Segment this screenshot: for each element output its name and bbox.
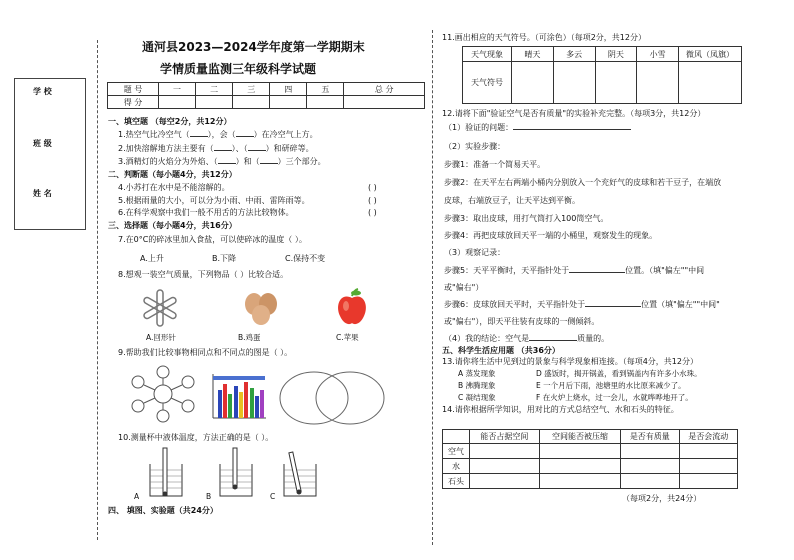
- compare-col-header: [443, 430, 470, 444]
- q12-step-5-text: 步骤5：天平平衡时，天平指针处于: [444, 266, 570, 275]
- question-13: 13.请你将生活中见到过的景象与科学现象相连接。（每项4分，共12分）: [442, 357, 698, 366]
- weather-symbol-cell[interactable]: [512, 62, 554, 104]
- compare-cell[interactable]: [470, 444, 540, 459]
- q12-step-2b: 皮球，右端放豆子，让天平达到平衡。: [444, 196, 580, 205]
- score-col-header: 三: [233, 83, 270, 96]
- q12-part-3: （3）观察记录：: [444, 248, 506, 257]
- q7-option-a[interactable]: A.上升: [140, 254, 164, 263]
- score-col-header: 题 号: [108, 83, 159, 96]
- venn-diagram: [278, 370, 388, 426]
- q12-step-2a: 步骤2：在天平左右两端小桶内分别放入一个充好气的皮球和若干豆子，在端放: [444, 178, 722, 187]
- weather-col-header: 阴天: [595, 47, 637, 62]
- question-2: [118, 144, 314, 154]
- eggs-image: [240, 290, 282, 326]
- q2-text-a: 2.加快溶解地方法主要有（: [118, 144, 214, 153]
- beaker-diagram-a: [148, 446, 184, 498]
- q12-step-5c: 或"偏右"）: [444, 283, 484, 292]
- class-label: 班 级: [33, 139, 52, 148]
- paperclip-image: [140, 288, 180, 328]
- q1-text-a: 1.热空气比冷空气（: [118, 130, 190, 139]
- q3-text-b: ）和（: [235, 157, 260, 166]
- section-2-heading: 二、判断题（每小题4分，共12分）: [108, 170, 237, 179]
- school-field[interactable]: [15, 107, 85, 127]
- q12-part-2: （2）实验步骤：: [444, 142, 506, 151]
- q13-left-c[interactable]: C 凝结现象: [458, 393, 496, 402]
- compare-cell[interactable]: [621, 459, 679, 474]
- score-col-header: 总 分: [344, 83, 425, 96]
- q12-step-5-hint: 位置。（填"偏左""中间: [625, 266, 705, 275]
- weather-col-header: 天气现象: [463, 47, 512, 62]
- question-4: 4.小苏打在水中是不能溶解的。: [118, 183, 230, 192]
- score-cell[interactable]: [196, 96, 233, 109]
- section-3-heading: 三、选择题（每小题4分，共16分）: [108, 221, 237, 230]
- q3-blank-1[interactable]: [218, 163, 236, 164]
- page-title: 通河县2023—2024学年度第一学期期末: [142, 40, 365, 54]
- q12-part-1-text: （1）验证的问题：: [444, 123, 514, 132]
- name-label: 姓 名: [33, 189, 52, 198]
- compare-cell[interactable]: [539, 474, 620, 489]
- compare-row-label: 石头: [443, 474, 470, 489]
- q1-blank-2[interactable]: [236, 136, 254, 137]
- section-1-heading: 一、填空题 （每空2分，共12分）: [108, 117, 232, 126]
- section-4-heading: 四、 填图、实验题（共24分）: [108, 506, 218, 515]
- q3-text-a: 3.酒精灯的火焰分为外焰、（: [118, 157, 218, 166]
- q12-part-4-text: （4）我的结论：空气是: [444, 334, 530, 343]
- q12-question-blank[interactable]: [513, 129, 631, 130]
- page-subtitle: 学情质量监测三年级科学试题: [160, 62, 317, 76]
- compare-col-header: 是否会流动: [679, 430, 737, 444]
- q12-step-6-hint: 位置（填"偏左""中间": [641, 300, 720, 309]
- weather-symbol-cell[interactable]: [637, 62, 679, 104]
- name-field[interactable]: [15, 203, 85, 227]
- q1-text-b: ），会（: [207, 130, 236, 139]
- q12-step-4: 步骤4：再把皮球放回天平一端的小桶里，观察发生的现象。: [444, 231, 658, 240]
- compare-cell[interactable]: [621, 474, 679, 489]
- q2-text-b: ）、（: [231, 144, 248, 153]
- weather-symbol-cell[interactable]: [679, 62, 742, 104]
- q12-step-6-text: 步骤6：皮球放回天平时，天平指针处于: [444, 300, 586, 309]
- bar-chart-image: [210, 372, 268, 422]
- q12-step-6c: 或"偏右"），即天平往装有皮球的一侧倾斜。: [444, 317, 600, 326]
- question-12: 12.请将下面"验证空气是否有质量"的实验补充完整。（每项3分，共12分）: [442, 109, 706, 118]
- compare-cell[interactable]: [470, 459, 540, 474]
- score-table: [107, 82, 425, 109]
- score-cell[interactable]: [344, 96, 425, 109]
- question-14: 14.请你根据所学知识，用对比的方式总结空气、水和石头的特征。: [442, 405, 679, 414]
- beaker-diagram-b: [218, 446, 254, 498]
- q2-blank-1[interactable]: [214, 150, 232, 151]
- q10-option-a[interactable]: A: [134, 492, 140, 501]
- weather-row-label: 天气符号: [463, 62, 512, 104]
- q10-option-c[interactable]: C: [270, 492, 276, 501]
- q12-step-3: 步骤3：取出皮球，用打气筒打入100筒空气。: [444, 214, 609, 223]
- apple-image: [334, 288, 370, 328]
- weather-col-header: 晴天: [512, 47, 554, 62]
- q7-option-b[interactable]: B.下降: [212, 254, 237, 263]
- q4-answer[interactable]: ( ): [368, 183, 377, 192]
- compare-col-header: 是否有质量: [621, 430, 679, 444]
- compare-cell[interactable]: [621, 444, 679, 459]
- question-7: 7.在0°C的碎冰里加入食盐，可以使碎冰的温度（ ）。: [118, 235, 307, 244]
- weather-col-header: 小雪: [637, 47, 679, 62]
- q12-part-4: [444, 334, 609, 344]
- bubble-map-diagram: [126, 364, 200, 424]
- weather-symbol-cell[interactable]: [595, 62, 637, 104]
- q8-option-b[interactable]: B.鸡蛋: [238, 333, 261, 342]
- column-divider: [432, 30, 433, 545]
- q13-right-f[interactable]: F 在火炉上烧水，过一会儿，水就哗哗地开了。: [536, 393, 693, 402]
- comparison-table: [442, 429, 738, 489]
- q7-option-c[interactable]: C.保持不变: [285, 254, 326, 263]
- q13-right-d[interactable]: D 盛饭时，揭开锅盖，看到锅盖内有许多小水珠。: [536, 369, 702, 378]
- q10-option-b[interactable]: B: [206, 492, 212, 501]
- q5-answer[interactable]: ( ): [368, 196, 377, 205]
- q12-step-6-blank[interactable]: [585, 306, 641, 307]
- score-col-header: 二: [196, 83, 233, 96]
- score-col-header: 四: [270, 83, 307, 96]
- weather-col-header: 微风（凤旗）: [679, 47, 742, 62]
- compare-cell[interactable]: [679, 459, 737, 474]
- q12-step-5-blank[interactable]: [569, 272, 625, 273]
- compare-cell[interactable]: [470, 474, 540, 489]
- question-3: [118, 157, 326, 167]
- compare-cell[interactable]: [539, 444, 620, 459]
- q8-option-c[interactable]: C.苹果: [336, 333, 359, 342]
- question-11: 11.画出相应的天气符号。（可涂色）（每项2分，共12分）: [442, 33, 646, 42]
- score-col-header: 一: [159, 83, 196, 96]
- binding-margin: [14, 78, 86, 230]
- score-cell[interactable]: [159, 96, 196, 109]
- q3-text-c: ）三个部分。: [277, 157, 326, 166]
- beaker-diagram-c: [282, 446, 318, 498]
- q12-part-1: [444, 123, 631, 133]
- q1-blank-1[interactable]: [190, 136, 208, 137]
- question-5: 5.根据雨量的大小，可以分为小雨、中雨、雷阵雨等。: [118, 196, 310, 205]
- compare-cell[interactable]: [679, 444, 737, 459]
- weather-symbol-table: [462, 46, 742, 104]
- q3-blank-2[interactable]: [260, 163, 278, 164]
- compare-cell[interactable]: [539, 459, 620, 474]
- q13-right-e[interactable]: E 一个月后下雨，池塘里的水比原来减少了。: [536, 381, 686, 390]
- compare-col-header: 能否占据空间: [470, 430, 540, 444]
- compare-row-label: 空气: [443, 444, 470, 459]
- compare-col-header: 空间能否被压缩: [539, 430, 620, 444]
- q12-step-5: [444, 266, 704, 276]
- q6-answer[interactable]: ( ): [368, 208, 377, 217]
- school-label: 学 校: [33, 87, 52, 96]
- fold-line: [97, 40, 98, 540]
- question-8: 8.想观一装空气质量，下列物品（ ）比较合适。: [118, 270, 289, 279]
- section-5-heading: 五、科学生活应用题 （共36分）: [442, 346, 560, 355]
- question-10: 10.测量杯中液体温度，方法正确的是（ ）。: [118, 433, 274, 442]
- weather-symbol-cell[interactable]: [553, 62, 595, 104]
- score-cell[interactable]: [270, 96, 307, 109]
- score-col-header: 五: [307, 83, 344, 96]
- question-9: 9.帮助我们比较事物相同点和不同点的图是（ ）。: [118, 348, 293, 357]
- class-field[interactable]: [15, 153, 85, 179]
- compare-cell[interactable]: [679, 474, 737, 489]
- q2-text-c: ）和研碎等。: [265, 144, 314, 153]
- q12-step-6: [444, 300, 720, 310]
- compare-row-label: 水: [443, 459, 470, 474]
- question-1: [118, 130, 318, 140]
- score-cell[interactable]: [233, 96, 270, 109]
- q1-text-c: ）在冷空气上方。: [253, 130, 318, 139]
- score-cell[interactable]: [307, 96, 344, 109]
- q8-option-a[interactable]: A.回形针: [146, 333, 176, 342]
- q12-part-4-tail: 质量的。: [577, 334, 610, 343]
- weather-col-header: 多云: [553, 47, 595, 62]
- q13-left-b[interactable]: B 沸腾现象: [458, 381, 496, 390]
- q14-score-note: （每项2分，共24分）: [622, 494, 702, 503]
- question-6: 6.在科学观察中我们一般不用舌的方法比较物体。: [118, 208, 294, 217]
- q13-left-a[interactable]: A 蒸发现象: [458, 369, 496, 378]
- q12-step-1: 步骤1：准备一个简易天平。: [444, 160, 546, 169]
- q12-conclusion-blank[interactable]: [529, 340, 577, 341]
- q2-blank-2[interactable]: [248, 150, 266, 151]
- score-row-label: 得 分: [108, 96, 159, 109]
